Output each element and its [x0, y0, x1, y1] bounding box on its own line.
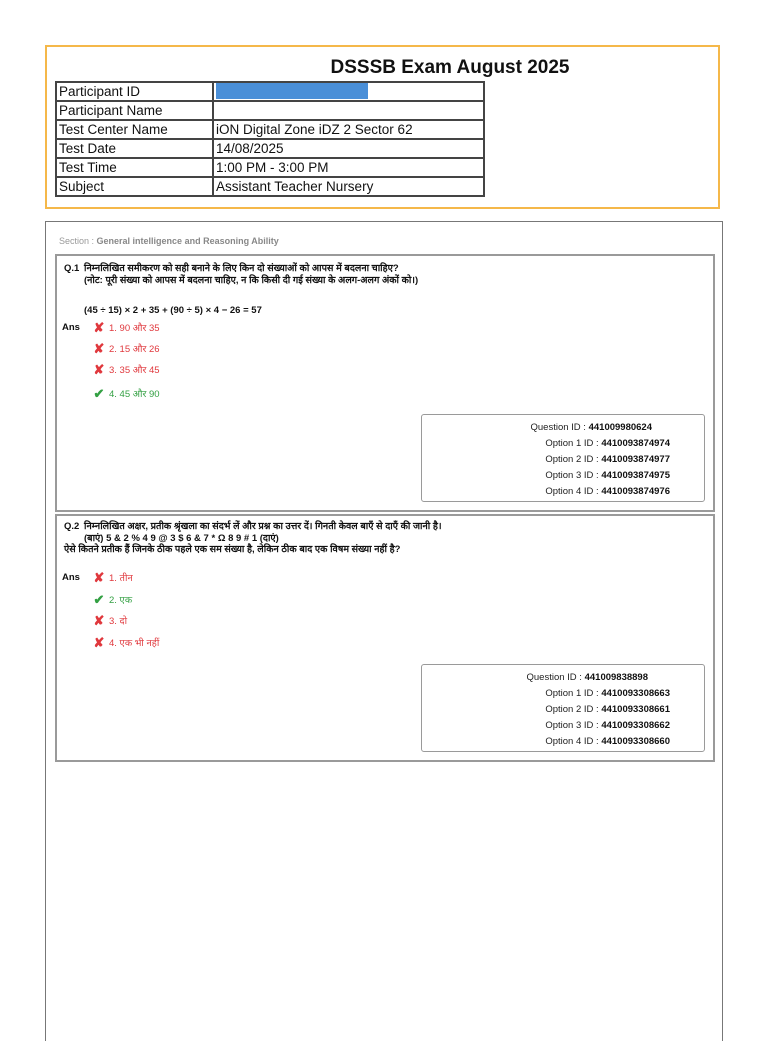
question-line — [64, 263, 418, 275]
table-row — [56, 101, 484, 120]
id-label: Option 2 ID : — [545, 704, 602, 715]
question-id-row — [531, 422, 653, 433]
table-row — [56, 139, 484, 158]
id-label: Option 1 ID : — [545, 438, 602, 449]
table-row — [56, 177, 484, 196]
table-row — [56, 82, 484, 101]
option-text: 4. 45 और 90 — [109, 389, 160, 400]
option-3 — [92, 614, 127, 627]
question-number: Q.1 — [64, 263, 80, 274]
question-text-1 — [64, 263, 418, 286]
question-line-text: निम्नलिखित अक्षर, प्रतीक श्रृंखला का संदर्भ लें और प्रश्न का उत्तर दें। गिनती केवल बाएँ से दाएँ की जानी है। — [84, 521, 442, 532]
option2-id-row — [545, 454, 670, 465]
option-id-value: 4410093308660 — [601, 736, 670, 747]
question-formula: (45 ÷ 15) × 2 + 35 + (90 ÷ 5) × 4 − 26 = 57 — [84, 305, 262, 316]
question-id-row — [527, 672, 649, 683]
redacted-participant-id — [216, 83, 368, 99]
test-date-value: 14/08/2025 — [213, 139, 484, 158]
cross-icon: ✘ — [93, 634, 105, 650]
id-label: Option 2 ID : — [545, 454, 602, 465]
option-1 — [92, 571, 133, 584]
question-id-value: 441009838898 — [584, 672, 648, 683]
subject-value: Assistant Teacher Nursery — [213, 177, 484, 196]
cross-icon: ✘ — [93, 340, 105, 356]
ans-label: Ans — [62, 572, 80, 583]
question-line: ऐसे कितने प्रतीक हैं जिनके ठीक पहले एक सम संख्या है, लेकिन ठीक बाद एक विषम संख्या नहीं है? — [64, 544, 401, 555]
option-3 — [92, 363, 160, 376]
table-row — [56, 120, 484, 139]
question-id-value: 441009980624 — [588, 422, 652, 433]
section-name: General intelligence and Reasoning Ability — [96, 236, 279, 246]
participant-info-table — [55, 81, 485, 197]
ans-label: Ans — [62, 322, 80, 333]
question-line — [64, 521, 442, 533]
option-id-value: 4410093308663 — [601, 688, 670, 699]
question-id-box — [421, 664, 705, 752]
id-label: Option 3 ID : — [545, 470, 602, 481]
test-date-label: Test Date — [56, 139, 213, 158]
test-center-label: Test Center Name — [56, 120, 213, 139]
option-text: 2. 15 और 26 — [109, 344, 160, 355]
section-heading — [59, 236, 279, 246]
table-row — [56, 158, 484, 177]
test-time-label: Test Time — [56, 158, 213, 177]
option4-id-row — [545, 486, 670, 497]
question-card-1 — [55, 254, 715, 512]
option-id-value: 4410093874976 — [601, 486, 670, 497]
option-text: 3. 35 और 45 — [109, 365, 160, 376]
question-card-2 — [55, 514, 715, 762]
participant-id-value — [213, 82, 484, 101]
question-text-2 — [64, 521, 442, 556]
id-label: Question ID : — [530, 422, 589, 433]
option-1 — [92, 321, 160, 334]
option2-id-row — [545, 704, 670, 715]
cross-icon: ✘ — [93, 569, 105, 585]
question-line-text: निम्नलिखित समीकरण को सही बनाने के लिए किन दो संख्याओं को आपस में बदलना चाहिए? — [84, 263, 399, 274]
section-prefix: Section : — [59, 236, 97, 246]
participant-id-label: Participant ID — [56, 82, 213, 101]
question-line: (नोट: पूरी संख्या को आपस में बदलना चाहिए, न कि किसी दी गई संख्या के अलग-अलग अंकों को।) — [84, 274, 419, 286]
option-id-value: 4410093874974 — [601, 438, 670, 449]
id-label: Option 3 ID : — [545, 720, 602, 731]
option3-id-row — [545, 470, 670, 481]
option-id-value: 4410093874977 — [601, 454, 670, 465]
question-line: (बाएं) 5 & 2 % 4 9 @ 3 $ 6 & 7 * Ω 8 9 # 1 (दाएं) — [84, 532, 279, 544]
id-label: Question ID : — [526, 672, 585, 683]
option-2 — [92, 593, 132, 606]
option-id-value: 4410093874975 — [601, 470, 670, 481]
subject-label: Subject — [56, 177, 213, 196]
id-label: Option 4 ID : — [545, 736, 602, 747]
option3-id-row — [545, 720, 670, 731]
cross-icon: ✘ — [93, 361, 105, 377]
option-4 — [92, 636, 159, 649]
participant-name-value — [213, 101, 484, 120]
question-number: Q.2 — [64, 521, 80, 532]
option-2 — [92, 342, 160, 355]
cross-icon: ✘ — [93, 319, 105, 335]
test-time-value: 1:00 PM - 3:00 PM — [213, 158, 484, 177]
option-id-value: 4410093308661 — [601, 704, 670, 715]
check-icon: ✔ — [93, 385, 105, 401]
participant-name-label: Participant Name — [56, 101, 213, 120]
check-icon: ✔ — [93, 591, 105, 607]
option4-id-row — [545, 736, 670, 747]
option-text: 3. दो — [109, 616, 128, 627]
id-label: Option 1 ID : — [545, 688, 602, 699]
option-text: 1. तीन — [109, 573, 133, 584]
test-center-value: iON Digital Zone iDZ 2 Sector 62 — [213, 120, 484, 139]
question-id-box — [421, 414, 705, 502]
option-4 — [92, 387, 160, 400]
exam-title: DSSSB Exam August 2025 — [330, 57, 570, 78]
id-label: Option 4 ID : — [545, 486, 602, 497]
option-id-value: 4410093308662 — [601, 720, 670, 731]
option-text: 2. एक — [109, 595, 133, 606]
cross-icon: ✘ — [93, 612, 105, 628]
option-text: 1. 90 और 35 — [109, 323, 160, 334]
option1-id-row — [545, 438, 670, 449]
option-text: 4. एक भी नहीं — [109, 638, 160, 649]
option1-id-row — [545, 688, 670, 699]
